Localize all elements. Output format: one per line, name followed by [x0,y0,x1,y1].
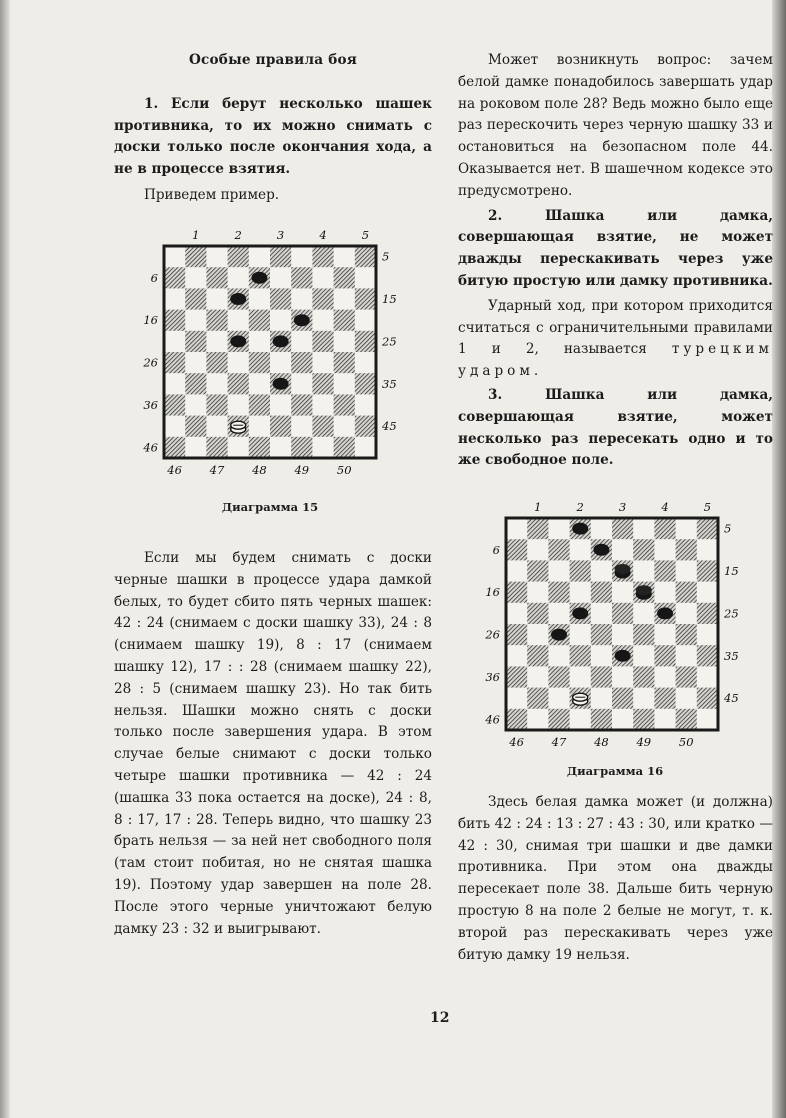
dark-square-31 [185,373,206,394]
dark-square-30 [334,352,355,373]
dark-square-43 [270,416,291,437]
diagram-16-caption: Диаграмма 16 [566,764,664,778]
dark-square-2 [228,246,249,267]
dark-square-28 [249,352,270,373]
dark-square-40 [334,394,355,415]
label-right-5: 5 [724,521,732,536]
black-man-on-8 [593,544,609,556]
label-bottom-50: 50 [336,463,352,477]
right-paragraph-1: Может возникнуть вопрос: зачем белой дамке понадобилось завершать удар на роковом поле 28? Ведь можно было еще раз перескочить через черную шашку 33 и остановиться на безопасном поле 44. Оказывается нет. В шашечном кодексе это предусмотрено. [458,52,773,199]
label-left-6: 6 [492,542,500,557]
dark-square-24 [312,331,333,352]
dark-square-26 [506,624,527,645]
label-left-46: 46 [485,712,500,727]
dark-square-49 [291,437,312,458]
black-king-on-13 [615,564,631,579]
right-column-bottom [458,792,773,966]
label-top-3: 3 [276,228,285,242]
dark-square-5 [697,518,718,539]
black-man-on-2 [572,523,588,535]
label-top-1: 1 [192,228,200,242]
dark-square-46 [506,709,527,730]
dark-square-40 [676,666,697,687]
dark-square-17 [206,310,227,331]
dark-square-44 [654,688,675,709]
label-top-2: 2 [234,228,242,242]
dark-square-3 [612,518,633,539]
dark-square-39 [633,666,654,687]
dark-square-46 [164,437,185,458]
dark-square-6 [506,539,527,560]
dark-square-7 [206,267,227,288]
dark-square-9 [291,267,312,288]
dark-square-49 [633,709,654,730]
section-heading: Особые правила боя [189,52,357,68]
right-paragraph-2-text: Ударный ход, при котором приходится считаться с ограничительными правилами 1 и 2, называется [458,297,773,358]
dark-square-15 [355,288,376,309]
dark-square-29 [291,352,312,373]
dark-square-35 [697,645,718,666]
label-bottom-46: 46 [509,735,524,749]
dark-square-9 [633,539,654,560]
label-left-36: 36 [485,670,500,684]
dark-square-5 [355,246,376,267]
label-top-1: 1 [534,500,542,514]
left-column [114,50,432,207]
label-right-25: 25 [382,334,397,349]
rule-3: 3. Шашка или дамка, совершающая взятие, может несколько раз пересекать одно и то же свободное поле. [458,386,773,469]
dark-square-39 [291,394,312,415]
label-right-15: 15 [382,292,397,306]
dark-square-38 [591,666,612,687]
page-number: 12 [430,1010,450,1026]
white-king-on-42 [231,421,246,433]
dark-square-50 [676,709,697,730]
label-top-4: 4 [319,228,327,242]
label-bottom-49: 49 [294,463,310,477]
label-left-26: 26 [143,355,158,370]
dark-square-7 [548,539,569,560]
label-left-16: 16 [485,585,500,600]
dark-square-25 [355,331,376,352]
label-right-45: 45 [382,419,397,434]
label-bottom-50: 50 [678,735,694,749]
black-man-on-33 [273,378,289,390]
rule-1: 1. Если берут несколько шашек противника, то их можно снимать с доски только после окончания хода, а не в процессе взятия. [114,95,432,178]
dark-square-47 [548,709,569,730]
dark-square-37 [548,666,569,687]
label-bottom-47: 47 [209,463,225,477]
label-top-2: 2 [576,500,584,514]
dark-square-10 [676,539,697,560]
label-top-4: 4 [661,500,669,514]
black-man-on-27 [551,629,567,641]
dark-square-36 [506,666,527,687]
dark-square-16 [164,310,185,331]
left-paragraph: Если мы будем снимать с доски черные шашки в процессе удара дамкой белых, то будет сбито пять черных шашек: 42 : 24 (снимаем с доски шашку 33), 24 : 8 (снимаем шашку 19), 8 : 17 (снимаем шашку 12), 17 : : 28 (снимаем шашку 22), 28 : 5 (снимаем шашку 23). Но так бить нельзя. Шашки можно снять с доски только после завершения удара. В этом случае белые снимают с доски только четыре шашки противника — 42 : 24 (шашка 33 пока остается на доске), 24 : 8, 8 : 17, 17 : 28. Теперь видно, что шашку 23 брать нельзя — за ней нет свободного поля (там стоит побитая, но не снятая шашка 19). Поэтому удар завершен на поле 28. После этого черные уничтожают белую дамку 23 : 32 и выигрывают. [114,550,432,937]
dark-square-38 [249,394,270,415]
right-paragraph-2 [458,296,773,383]
label-top-5: 5 [361,228,370,242]
checkers-board-15 [138,226,400,481]
right-column [458,50,773,472]
black-man-on-24 [657,607,673,619]
diagram-15 [138,226,400,485]
dark-square-21 [185,331,206,352]
dark-square-20 [334,310,355,331]
dark-square-16 [506,582,527,603]
label-left-26: 26 [485,627,500,642]
dark-square-4 [654,518,675,539]
dark-square-41 [527,688,548,709]
dark-square-12 [570,560,591,581]
dark-square-11 [527,560,548,581]
label-left-36: 36 [143,398,158,412]
dark-square-14 [654,560,675,581]
label-left-46: 46 [143,440,158,455]
diagram-16 [480,498,742,757]
label-bottom-46: 46 [167,463,182,477]
dark-square-18 [591,582,612,603]
dark-square-48 [249,437,270,458]
dark-square-32 [570,645,591,666]
black-man-on-12 [230,293,246,305]
dark-square-45 [355,416,376,437]
dark-square-1 [185,246,206,267]
dark-square-30 [676,624,697,645]
dark-square-34 [654,645,675,666]
dark-square-20 [676,582,697,603]
example-intro: Приведем пример. [144,186,280,203]
label-left-16: 16 [143,313,158,328]
dark-square-10 [334,267,355,288]
black-man-on-22 [572,607,588,619]
dark-square-3 [270,246,291,267]
black-man-on-8 [251,272,267,284]
dark-square-41 [185,416,206,437]
black-man-on-33 [615,650,631,662]
dark-square-23 [612,603,633,624]
label-bottom-49: 49 [636,735,652,749]
label-right-25: 25 [724,606,739,621]
dark-square-13 [270,288,291,309]
dark-square-34 [312,373,333,394]
label-left-6: 6 [150,270,158,285]
dark-square-14 [312,288,333,309]
dark-square-50 [334,437,355,458]
dark-square-48 [591,709,612,730]
label-right-15: 15 [724,564,739,578]
checkers-board-16 [480,498,742,753]
dark-square-37 [206,394,227,415]
dark-square-15 [697,560,718,581]
dark-square-18 [249,310,270,331]
white-king-on-42 [573,693,588,705]
dark-square-28 [591,624,612,645]
black-king-on-19 [636,585,652,600]
dark-square-45 [697,688,718,709]
dark-square-17 [548,582,569,603]
binding-shadow [0,0,10,1118]
dark-square-11 [185,288,206,309]
dark-square-1 [527,518,548,539]
page-edge-shadow [772,0,786,1118]
dark-square-29 [633,624,654,645]
dark-square-27 [206,352,227,373]
right-paragraph-3: Здесь белая дамка может (и должна) бить 42 : 24 : 13 : 27 : 43 : 30, или кратко — 42 : 30, снимая три шашки и две дамки противника. При этом она дважды пересекает поле 38. Дальше бить черную простую 8 на поле 2 белые не могут, т. к. второй раз перескакивать через уже битую дамку 19 нельзя. [458,794,773,963]
dark-square-6 [164,267,185,288]
dark-square-35 [355,373,376,394]
label-right-35: 35 [724,648,739,663]
term-turkish-strike: турецким ударом. [458,341,773,380]
dark-square-26 [164,352,185,373]
black-man-on-22 [230,335,246,347]
label-right-45: 45 [724,691,739,706]
dark-square-32 [228,373,249,394]
label-top-3: 3 [618,500,627,514]
label-top-5: 5 [703,500,712,514]
dark-square-21 [527,603,548,624]
diagram-15-caption: Диаграмма 15 [221,500,319,514]
dark-square-43 [612,688,633,709]
dark-square-25 [697,603,718,624]
black-man-on-23 [273,335,289,347]
left-column-bottom [114,548,432,940]
dark-square-44 [312,416,333,437]
dark-square-4 [312,246,333,267]
black-man-on-19 [294,314,310,326]
label-right-5: 5 [382,249,390,264]
label-bottom-48: 48 [252,463,267,477]
label-right-35: 35 [382,376,397,391]
dark-square-47 [206,437,227,458]
label-bottom-48: 48 [594,735,609,749]
dark-square-36 [164,394,185,415]
rule-2: 2. Шашка или дамка, совершающая взятие, не может дважды перескакивать через уже битую простую или дамку противника. [458,207,773,289]
label-bottom-47: 47 [551,735,567,749]
dark-square-31 [527,645,548,666]
